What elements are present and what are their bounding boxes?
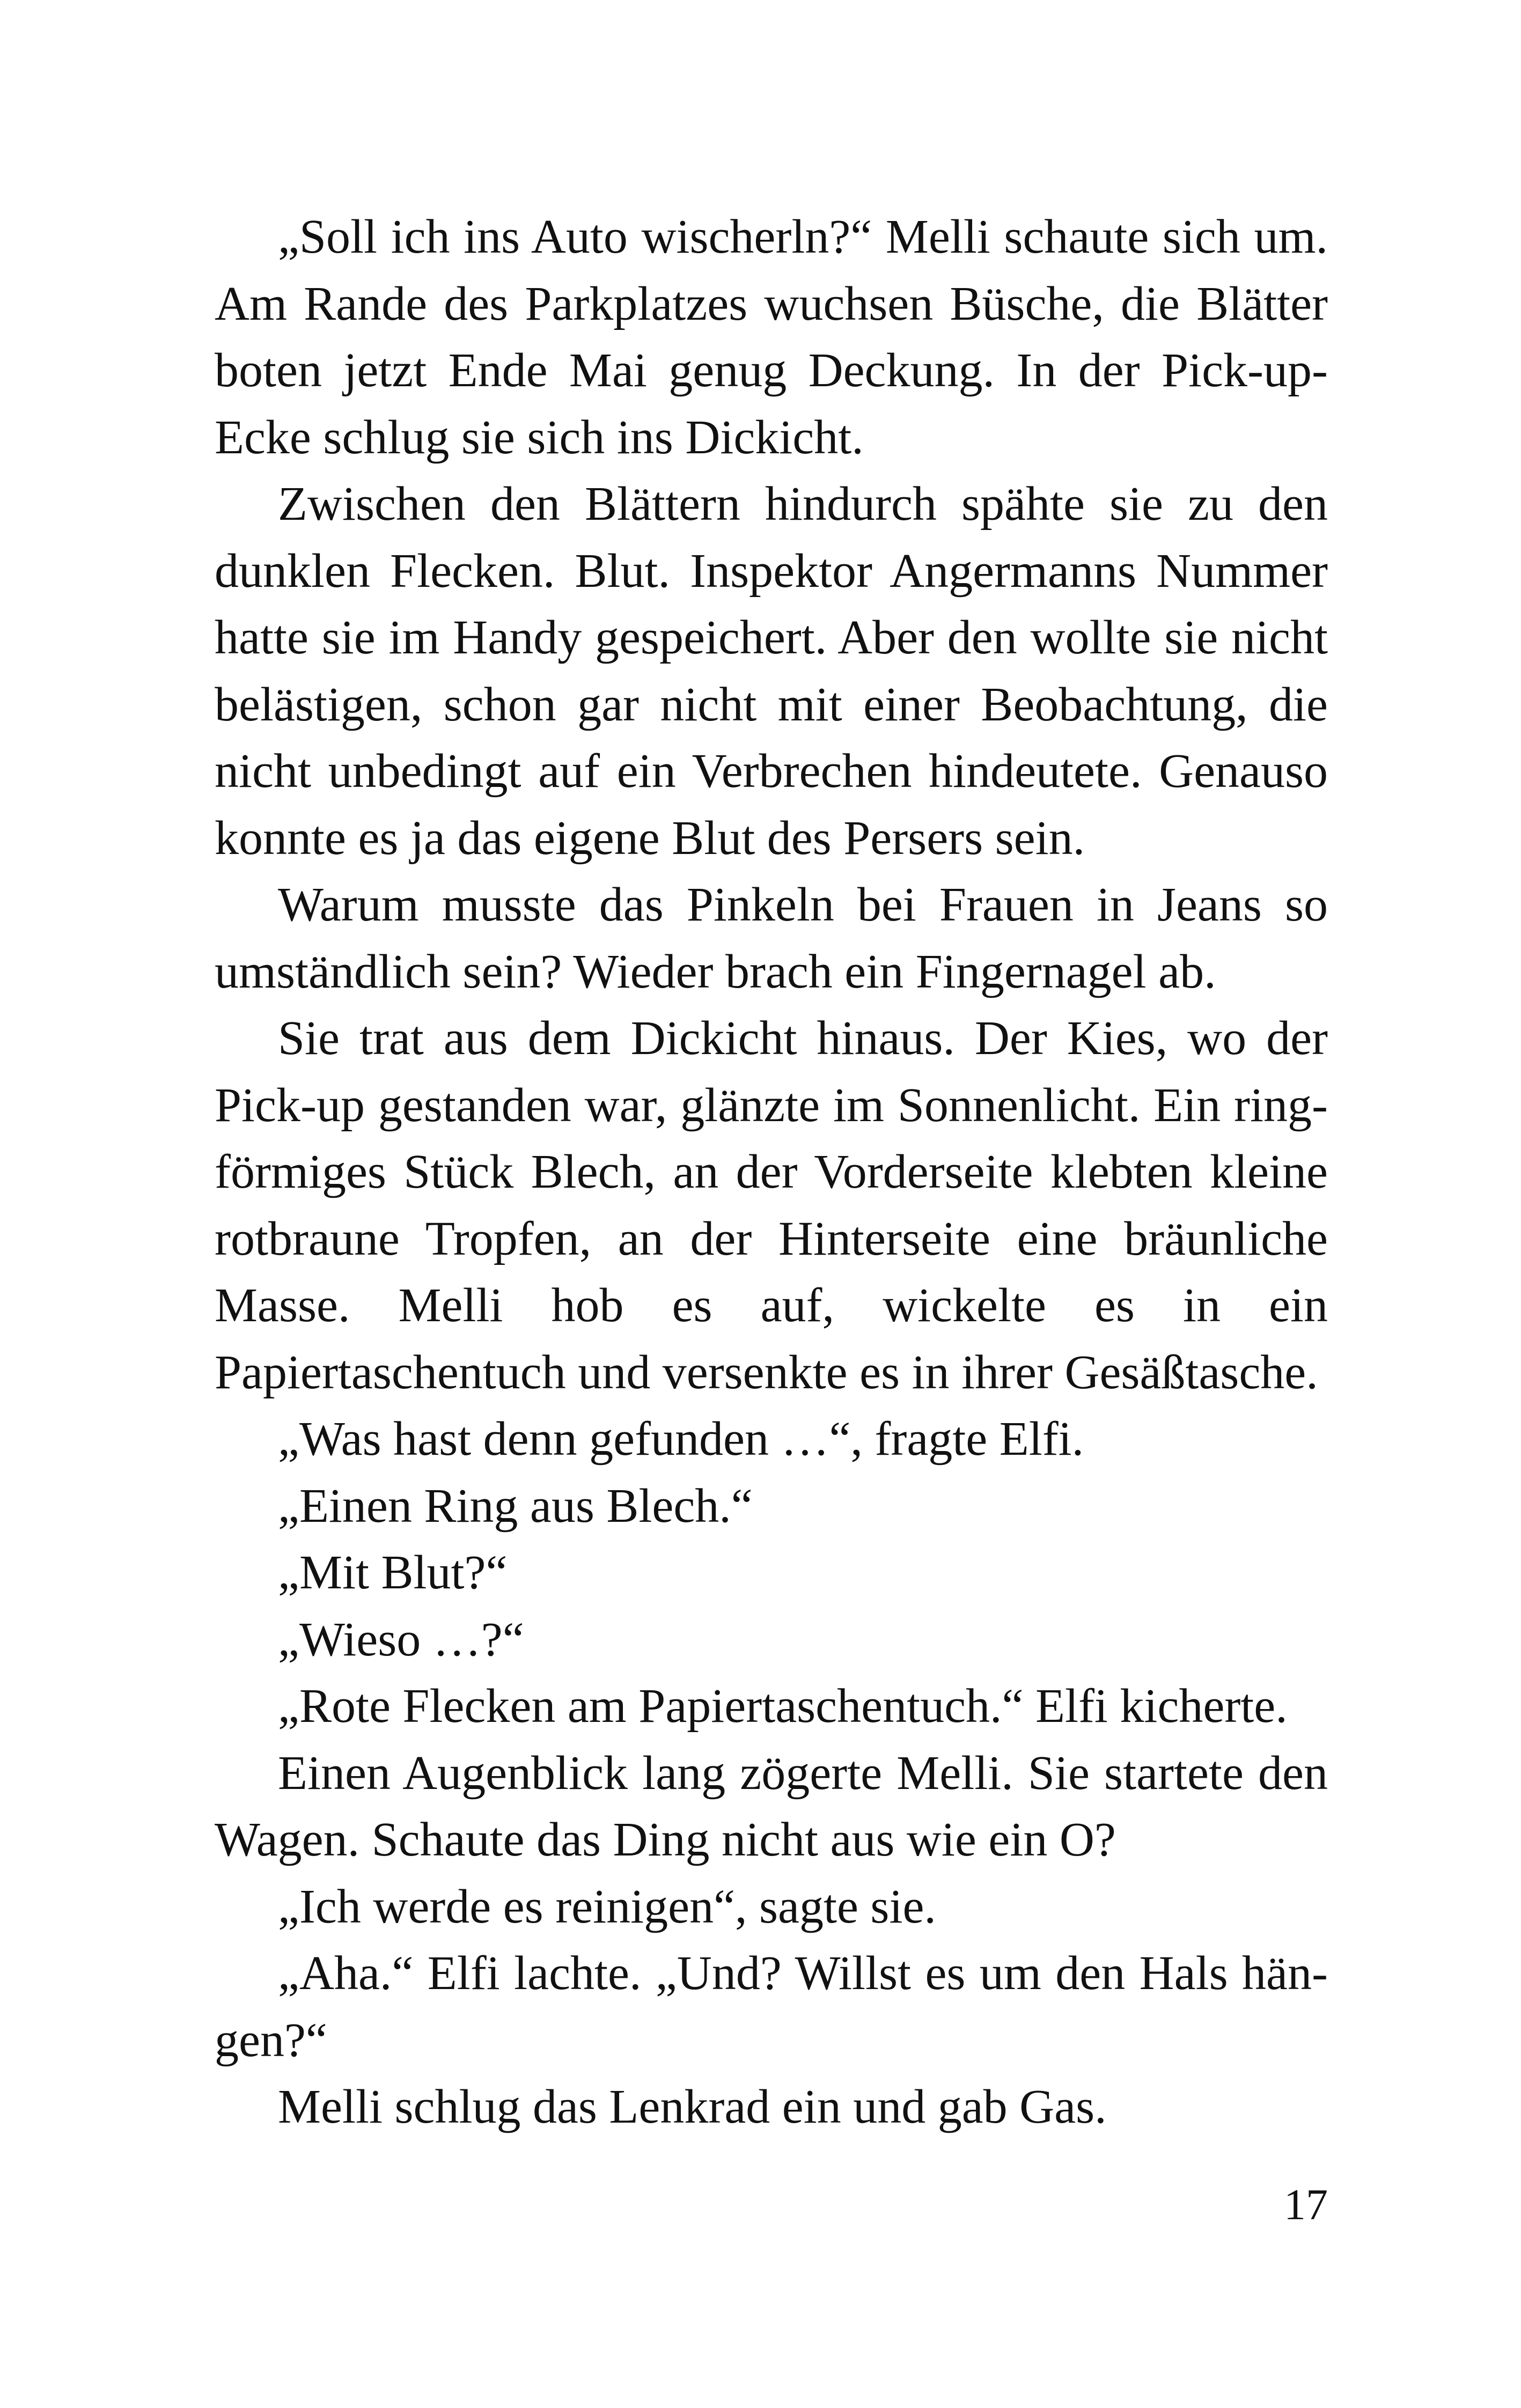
paragraph-1: „Soll ich ins Auto wischerln?“ Melli schaute sich um. Am Rande des Parkplatzes wuchsen Büsche, die Blätter boten jetzt Ende Mai genug Deckung. In der Pick-up-Ecke schlug sie sich ins Dickicht. — [215, 210, 1328, 464]
paragraph-12: „Aha.“ Elfi lachte. „Und? Willst es um den Hals hängen?“ — [215, 1947, 1328, 2067]
paragraph-10: Einen Augenblick lang zögerte Melli. Sie startete den Wagen. Schaute das Ding nicht aus wie ein O? — [215, 1746, 1328, 1866]
paragraph-7: „Mit Blut?“ — [278, 1546, 508, 1599]
paragraph-6: „Einen Ring aus Blech.“ — [278, 1479, 753, 1533]
paragraph-4: Sie trat aus dem Dickicht hinaus. Der Kies, wo der Pick-up gestanden war, glänzte im Sonnenlicht. Ein ringförmiges Stück Blech, an der Vorderseite klebten kleine rotbraune Tropfen, an der Hinterseite eine bräunliche Masse. Melli hob es auf, wickelte es in ein Papiertaschentuch und versenkte es in ihrer Gesäßtasche. — [215, 1012, 1328, 1399]
paragraph-3: Warum musste das Pinkeln bei Frauen in Jeans so umständlich sein? Wieder brach ein Fingernagel ab. — [215, 878, 1328, 998]
paragraph-2: Zwischen den Blättern hindurch spähte sie zu den dunklen Flecken. Blut. Inspektor Angermanns Nummer hatte sie im Handy gespeichert. Aber den wollte sie nicht belästigen, schon gar nicht mit einer Beobachtung, die nicht unbedingt auf ein Verbrechen hindeutete. Genauso konnte es ja das eigene Blut des Persers sein. — [215, 477, 1328, 865]
paragraph-9: „Rote Flecken am Papiertaschentuch.“ Elfi kicherte. — [278, 1680, 1288, 1733]
paragraph-11: „Ich werde es reinigen“, sagte sie. — [278, 1880, 936, 1933]
paragraph-13: Melli schlug das Lenkrad ein und gab Gas. — [278, 2080, 1107, 2133]
page-number: 17 — [1284, 2180, 1328, 2229]
body-text — [215, 204, 1328, 2141]
paragraph-8: „Wieso …?“ — [278, 1612, 524, 1666]
paragraph-5: „Was hast denn gefunden …“, fragte Elfi. — [278, 1412, 1084, 1466]
